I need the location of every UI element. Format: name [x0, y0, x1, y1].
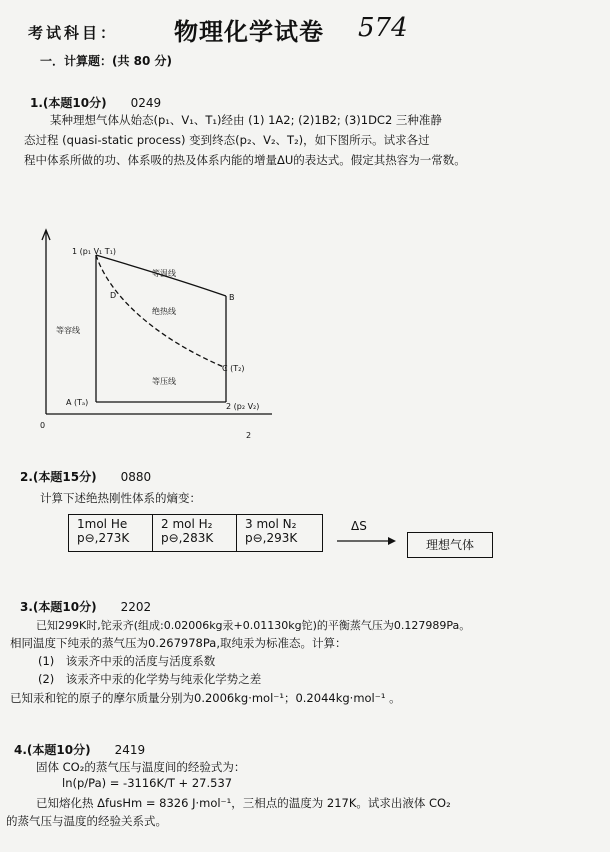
- question-3-line-5: 已知汞和铊的原子的摩尔质量分别为0.2006kg·mol⁻¹；0.2044kg·mol⁻¹ 。: [10, 691, 401, 705]
- label-point-d: D: [110, 291, 117, 300]
- question-1-code: 0249: [130, 96, 162, 110]
- question-3-item-1: (1) 该汞齐中汞的活度与活度系数: [38, 654, 216, 668]
- label-isotherm: 等温线: [152, 269, 176, 278]
- question-4-line-1: 固体 CO₂的蒸气压与温度间的经验式为：: [36, 760, 246, 774]
- paper-code: 574: [358, 13, 408, 43]
- question-2-line-1: 计算下述绝热刚性体系的熵变：: [40, 491, 201, 505]
- question-4-formula: ln(p/Pa) = -3116K/T + 27.537: [62, 776, 233, 790]
- entropy-arrow-head: [388, 537, 396, 545]
- question-3-code: 2202: [120, 600, 152, 614]
- question-1-number: 1.(本题10分): [30, 96, 107, 110]
- label-isochore: 等容线: [56, 326, 80, 335]
- label-point-1: 1 (p₁ V₁ T₁): [72, 247, 117, 256]
- question-3-header: [20, 598, 151, 615]
- table-cell-n2-line-1: 3 mol N₂: [245, 517, 297, 531]
- section-title: 一．计算题：(共 80 分): [40, 54, 173, 68]
- table-cell-h2: [152, 514, 237, 552]
- question-1-line-2: 态过程 (quasi-static process) 变到终态(p₂、V₂、T₂)，如下图所示。试求各过: [24, 133, 430, 147]
- question-2-number: 2.(本题15分): [20, 470, 97, 484]
- label-isobar: 等压线: [152, 377, 176, 386]
- label-adiabat: 绝热线: [152, 307, 176, 316]
- label-point-2: 2 (p₂ V₂): [226, 402, 260, 411]
- question-3-item-2: (2) 该汞齐中汞的化学势与纯汞化学势之差: [38, 672, 262, 686]
- table-cell-h2-line-2: p⊖,283K: [161, 531, 214, 545]
- label-origin: 0: [40, 421, 46, 430]
- label-point-a: A (Tₐ): [66, 398, 89, 407]
- question-1-line-1: 某种理想气体从始态(p₁、V₁、T₁)经由 (1) 1A2; (2)1B2; (3)1DC2 三种准静: [50, 113, 442, 127]
- table-cell-n2: [236, 514, 323, 552]
- label-point-b: B: [229, 293, 235, 302]
- question-4-line-4: 的蒸气压与温度的经验关系式。: [6, 814, 167, 828]
- question-2-code: 0880: [120, 470, 152, 484]
- table-cell-n2-line-2: p⊖,293K: [245, 531, 298, 545]
- table-cell-he: [68, 514, 153, 552]
- question-2-header: [20, 468, 151, 485]
- ideal-gas-box: 理想气体: [407, 532, 493, 558]
- paper-title: 物理化学试卷: [174, 18, 324, 46]
- question-1-line-3: 程中体系所做的功、体系吸的热及体系内能的增量ΔU的表达式。假定其热容为一常数。: [24, 153, 466, 167]
- question-3-line-1: 已知299K时,铊汞齐(组成:0.02006kg汞+0.01130kg铊)的平衡蒸气压为0.127989Pa。: [36, 619, 471, 632]
- table-cell-he-line-1: 1mol He: [77, 517, 128, 531]
- entropy-arrow-label: ΔS: [351, 519, 367, 533]
- question-4-line-3: 已知熔化热 ΔfusHm = 8326 J·mol⁻¹，三相点的温度为 217K。试求出液体 CO₂: [36, 796, 451, 810]
- label-point-c: C (T₂): [222, 364, 245, 373]
- question-3-line-2: 相同温度下纯汞的蒸气压为0.267978Pa,取纯汞为标准态。计算：: [10, 636, 347, 650]
- table-cell-h2-line-1: 2 mol H₂: [161, 517, 213, 531]
- table-cell-he-line-2: p⊖,273K: [77, 531, 130, 545]
- question-4-code: 2419: [114, 743, 146, 757]
- question-3-number: 3.(本题10分): [20, 600, 97, 614]
- exam-subject-label: 考试科目：: [28, 24, 119, 42]
- question-4-header: [14, 741, 145, 758]
- label-x-axis: 2: [246, 431, 252, 440]
- question-4-number: 4.(本题10分): [14, 743, 91, 757]
